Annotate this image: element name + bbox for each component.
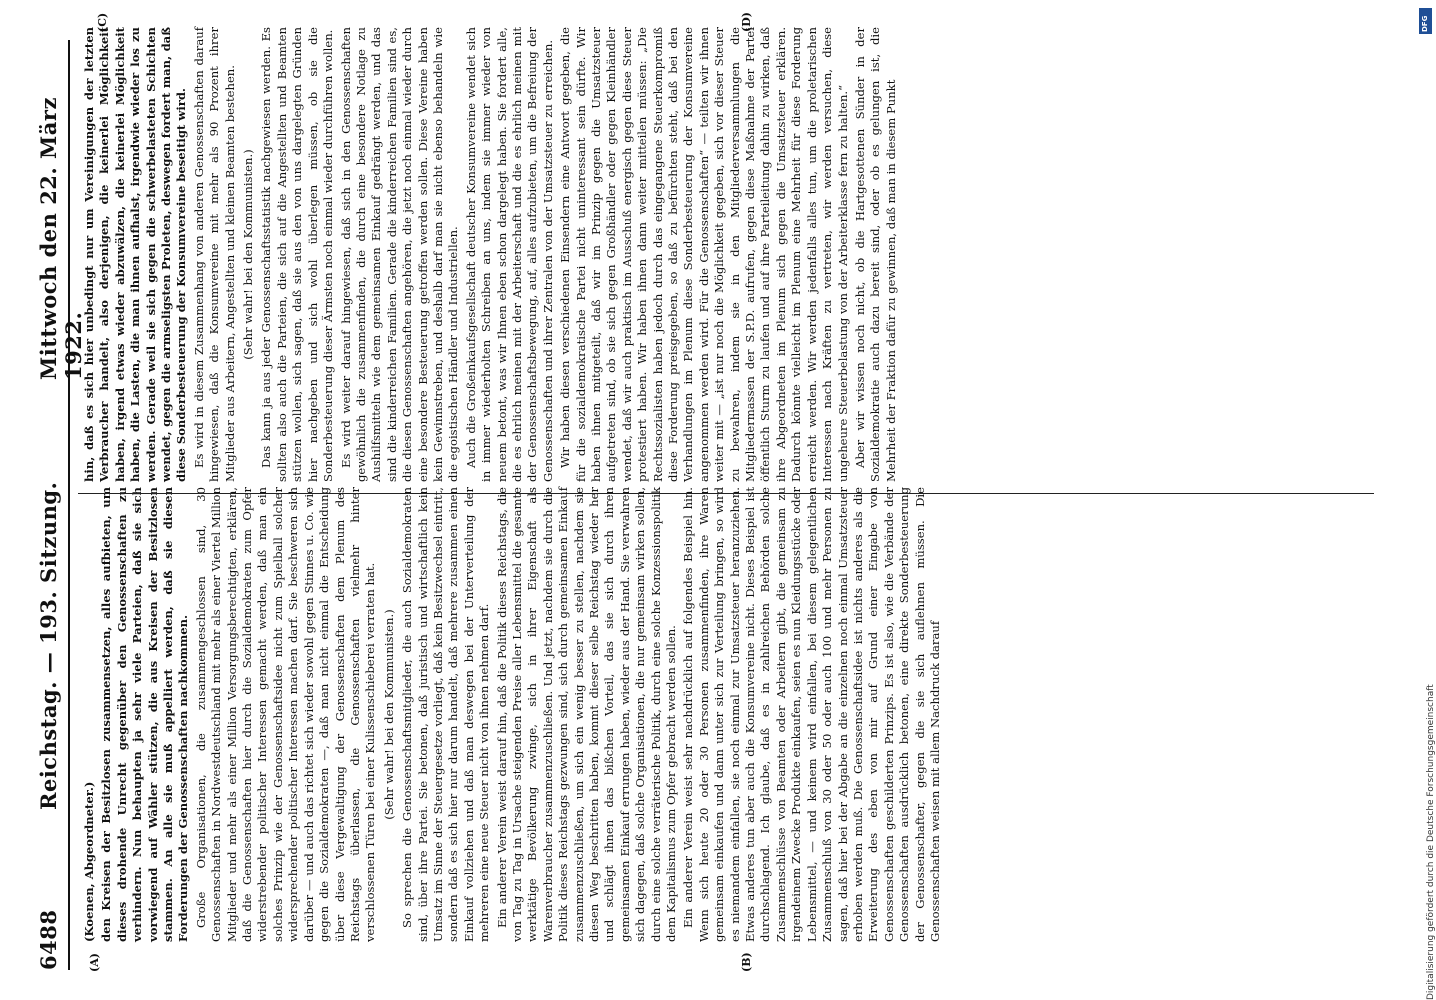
header-rule: [68, 40, 70, 970]
session-title: Reichstag. — 193. Sitzung.: [36, 481, 61, 810]
paragraph: Aber wir wissen noch nicht, ob die Hartgesottenen Sünder in der Sozialdemokratie auch dazu bereit sind, oder ob es gelungen ist, die Mehrheit der Fraktion dafür zu gewinnen, daß man in diesem Punkt: [852, 27, 898, 482]
paragraph: den Kreisen der Besitzlosen zusammensetzen, alles aufbieten, um dieses drohende Unrecht gegenüber den Genossenschaften zu verhindern. Nun behaupten ja sehr viele Parteien, daß sie sich vorwiegend auf Wähler stützen, die aus Kreisen der Besitzlosen stammen. An alle sie muß appelliert werden, daß sie diesen Forderungen der Genossenschaften nachkommen.: [99, 487, 191, 942]
session-date: Mittwoch den 22. März 1922.: [36, 97, 86, 380]
paragraph: Auch die Großeinkaufsgesellschaft deutscher Konsumvereine wendet sich in immer wiederholten Schreiben an uns, indem sie immer wieder von neuem betont, was wir Ihnen eben schon dargelegt haben. Sie fordert alle, die es ehrlich meinen mit der Arbeiterschaft und die es ehrlich meinen mit der Genossenschaftsbewegung, auf, alles aufzubieten, um die Befreiung der Genossenschaften und ihrer Zentralen von der Umsatzsteuer zu erreichen.: [463, 27, 555, 482]
paragraph: Es wird weiter darauf hingewiesen, daß sich in den Genossenschaften gewöhnlich die zusammenfinden, die durch eine besondere Notlage zu Aushilfsmitteln wie dem gemeinsamen Einkauf gedrängt werden, und das sind die kinderreichen Familien. Gerade die kinderreichen Familien sind es, die diesen Genossenschaften angehören, die jetzt noch einmal wieder durch eine besondere Besteuerung getroffen werden sollen. Diese Vereine haben kein Gewinnstreben, und deshalb darf man sie nicht ebenso behandeln wie die egoistischen Händler und Industriellen.: [338, 27, 461, 482]
paragraph: hin, daß es sich hier unbedingt nur um Vereinigungen der letzten Verbraucher handelt, also derjenigen, die keinerlei Möglichkeit haben, irgend etwas wieder abzuwälzen, die keinerlei Möglichkeit haben, die Lasten, die man ihnen aufhalst, irgendwie wieder los zu werden. Gerade weil sie sich gegen die schwerbelasteten Schichten wendet, gegen die armseligsten Proleten, deswegen fordert man, daß diese Sonderbesteuerung der Konsumvereine beseitigt wird.: [82, 27, 189, 482]
digitization-credit: [1418, 0, 1434, 1000]
digitization-credit-text: Digitalisierung gefördert durch die Deutsche Forschungsgemeinschaft: [1426, 684, 1436, 1000]
right-column: [82, 27, 1372, 482]
paragraph: Das kann ja aus jeder Genossenschaftsstatistik nachgewiesen werden. Es sollten also auch die Parteien, die sich auf die Angestellten und Beamten stützen wollen, sich sagen, daß sie aus den von uns dargelegten Gründen hier nachgeben und sich wohl überlegen müssen, ob sie die Sonderbesteuerung dieser Ärmsten noch einmal wieder durchführen wollen.: [259, 27, 336, 482]
paragraph: Ein anderer Verein weist sehr nachdrücklich auf folgendes Beispiel hin. Wenn sich heute 20 oder 30 Personen zusammenfinden, ihre Waren gemeinsam einkaufen und dann unter sich zur Verteilung bringen, so wird es niemandem einfallen, sie noch einmal zur Umsatzsteuer heranzuziehen. Etwas anderes tun aber auch die Konsumvereine nicht. Dieses Beispiel ist durchschlagend. Ich glaube, daß es in zahlreichen Behörden solche Zusammenschlüsse von Beamten oder Arbeitern gibt, die gemeinsam zu irgendeinem Zwecke Produkte einkaufen, seien es nun Kleidungsstücke oder Lebensmittel, — und keinem wird einfallen, bei diesem gelegentlichen Zusammenschluß von 30 oder 50 oder auch 100 und mehr Personen zu sagen, daß hier bei der Abgabe an die einzelnen noch einmal Umsatzsteuer erhoben werden muß. Die Genossenschaftsidee ist nichts anderes als die Erweiterung des eben von mir auf Grund einer Eingabe von Genossenschaften geschilderten Prinzips. Es ist also, wie die Verbände der Genossenschaften ausdrücklich betonen, eine direkte Sonderbesteuerung der Genossenschafter, gegen die sie sich auflehnen müssen. Die Genossenschaften weisen mit allem Nachdruck darauf: [681, 487, 942, 942]
paragraph: Wir haben diesen verschiedenen Einsendern eine Antwort gegeben, die für die sozialdemokratische Partei nicht uninteressant sein dürfte. Wir haben ihnen mitgeteilt, daß wir im Prinzip gegen die Umsatzsteuer aufgetreten sind, ob sie sich gegen Großhändler oder gegen Kleinhändler wendet, daß wir auch praktisch im Ausschuß energisch gegen diese Steuer protestiert haben. Wir haben ihnen dann weiter mitteilen müssen: „Die Rechtssozialisten haben jedoch durch das eingegangene Steuerkompromiß diese Forderung preisgegeben, so daß zu befürchten steht, daß bei den Verhandlungen im Plenum diese Sonderbesteuerung der Konsumvereine angenommen werden wird. Für die Genossenschaften“ — teilten wir ihnen weiter mit — „ist nur noch die Möglichkeit gegeben, sich vor dieser Steuer zu bewahren, indem sie in den Mitgliederversammlungen die Mitgliedermassen der S.P.D. aufrufen, gegen diese Maßnahme der Partei öffentlich Sturm zu laufen und auf ihre Parteileitung dahin zu wirken, daß ihre Abgeordneten im Plenum sich gegen die Umsatzsteuer erklären. Dadurch könnte vielleicht im Plenum eine Mehrheit für diese Forderung erreicht werden. Wir werden jedenfalls alles tun, um die proletarischen Interessen nach Kräften zu vertreten, wir werden versuchen, diese ungeheure Steuerbelastung von der Arbeiterklasse fern zu halten.“: [558, 27, 850, 482]
speaker-label: (Koenen, Abgeordneter.): [82, 781, 96, 942]
paragraph: Es wird in diesem Zusammenhang von anderen Genossenschaften darauf hingewiesen, daß die Konsumvereine mit mehr als 90 Prozent ihrer Mitglieder aus Arbeitern, Angestellten und kleinen Beamten bestehen.: [191, 27, 237, 482]
paragraph: Ein anderer Verein weist darauf hin, daß die Politik dieses Reichstags, die von Tag zu Tag in Ursache steigenden Preise aller Lebensmittel die gesamte werktätige Bevölkerung zwinge, sich in ihrer Eigenschaft als Warenverbraucher zusammenzuschließen. Und jetzt, nachdem sie durch die Politik dieses Reichstags gezwungen sind, sich durch gemeinsamen Einkauf zusammenzuschließen, um sich ein wenig besser zu stellen, nachdem sie diesen Weg beschritten haben, kommt dieser selbe Reichstag wieder her und schlägt ihnen das bißchen Vorteil, das sie sich durch ihren gemeinsamen Einkauf errungen haben, wieder aus der Hand. Sie verwahren sich dagegen, daß solche Organisationen, die nur gemeinsam wirken sollen, durch eine solche verräterische Politik, durch eine solche Konzessionspolitik dem Kapitalismus zum Opfer gebracht werden sollen.: [494, 487, 679, 942]
interjection: (Sehr wahr! bei den Kommunisten.): [241, 149, 256, 360]
interjection: (Sehr wahr! bei den Kommunisten.): [381, 609, 396, 820]
page-number: 6488: [36, 909, 61, 970]
margin-marker-d: (D): [740, 12, 753, 32]
margin-marker-c: (C): [96, 12, 109, 32]
column-divider: [78, 493, 1374, 494]
left-column: [82, 487, 1372, 942]
dfg-logo-text: DFG: [1421, 15, 1429, 32]
paragraph: So sprechen die Genossenschaftsmitglieder, die auch Sozialdemokraten sind, über ihre Partei. Sie betonen, daß juristisch und wirtschaftlich kein Umsatz im Sinne der Steuergesetze vorliegt, daß kein Besitzwechsel eintritt, sondern daß es sich hier nur darum handelt, daß mehrere zusammen einen Einkauf vollziehen und daß man deswegen bei der Unterverteilung der mehreren eine neue Steuer nicht von ihnen nehmen darf.: [400, 487, 492, 942]
margin-marker-a: (A): [88, 953, 101, 972]
margin-marker-b: (B): [740, 952, 753, 972]
paragraph: Große Organisationen, die zusammengeschlossen sind, 30 Genossenschaften in Nordwestdeutschland mit mehr als einer Viertel Million Mitglieder und mehr als einer Million Versorgungsberechtigten, erklären, daß die Genossenschaften hier durch die Sozialdemokraten zum Opfer widerstrebender politischer Interessen gemacht werden, daß man ein solches Prinzip wie der Genossenschaftsidee nicht zum Spielball solcher widersprechender politischer Interessen machen darf. Sie beschweren sich darüber — und auch das richtet sich wieder sowohl gegen Stinnes u. Co. wie gegen die Sozialdemokraten —, daß man nicht einmal die Entscheidung über diese Vergewaltigung der Genossenschaften dem Plenum des Reichstags überlassen, die Genossenschaften vielmehr hinter verschlossenen Türen bei einer Kulissenschieberei verraten hat.: [193, 487, 378, 942]
page-header: [36, 40, 86, 970]
